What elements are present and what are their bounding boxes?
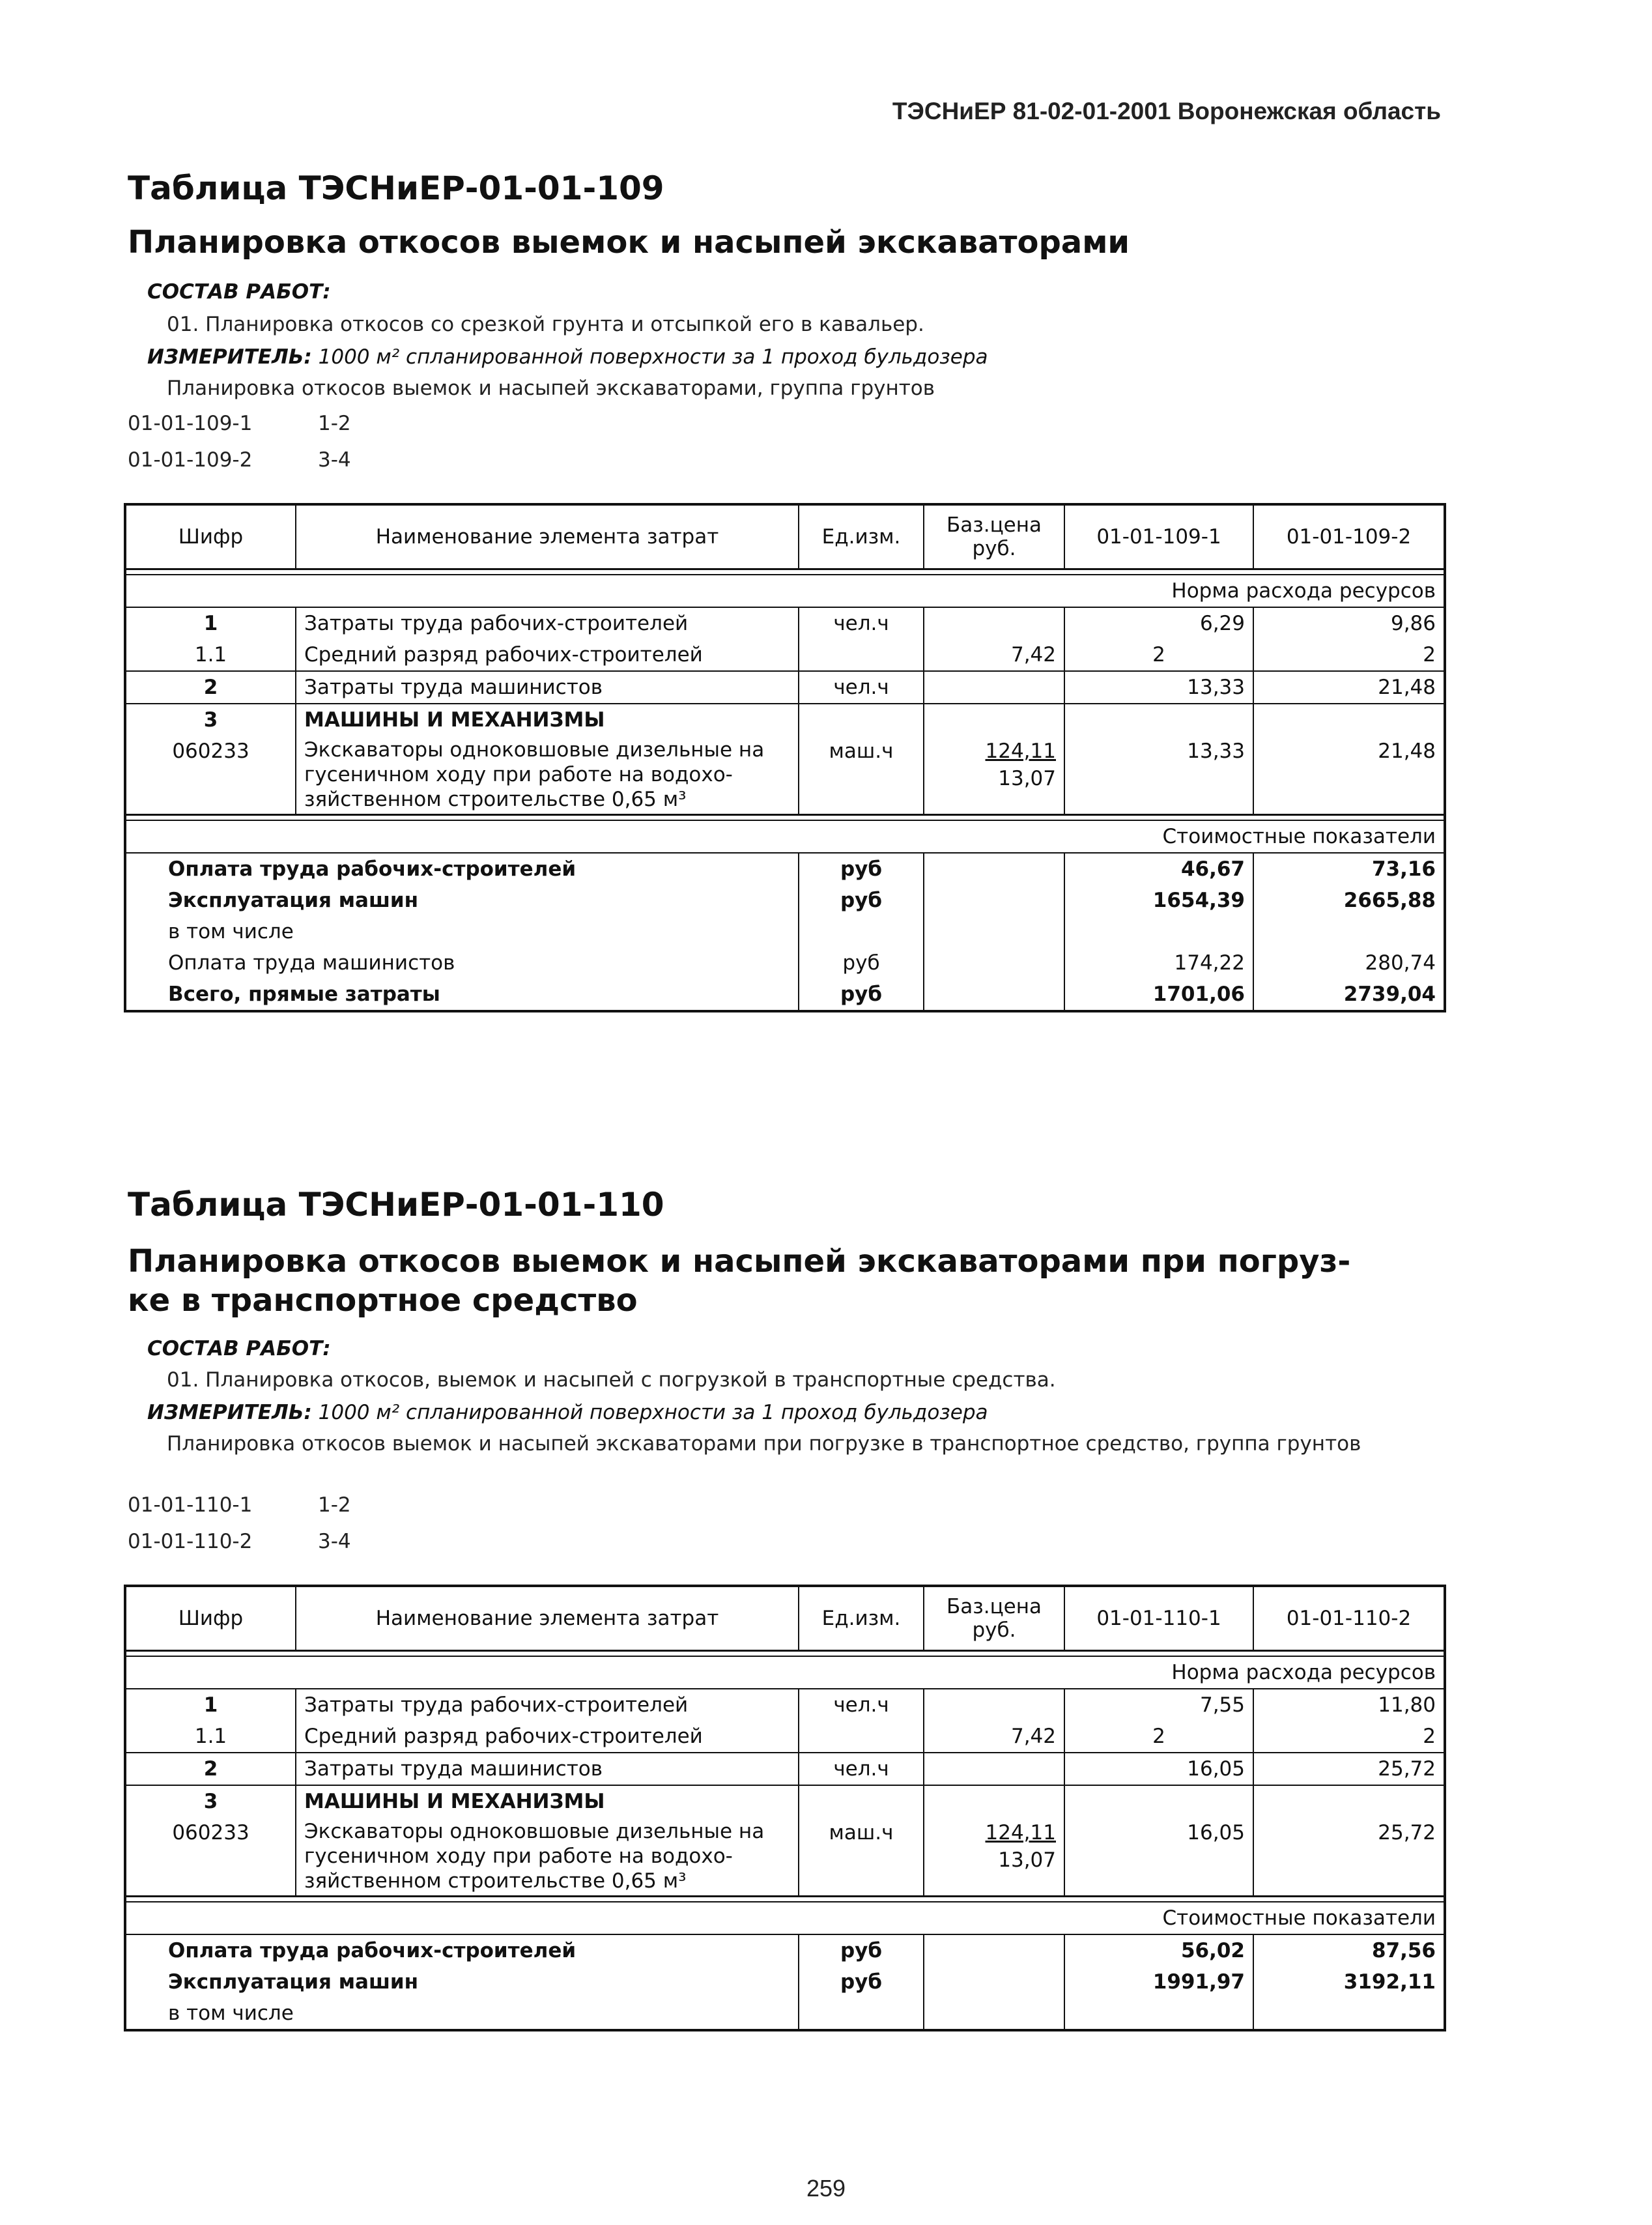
price-denominator: 13,07 <box>998 1848 1056 1872</box>
row-unit: чел.ч <box>799 1753 924 1785</box>
norm-heading: Норма расхода ресурсов <box>125 575 1445 607</box>
col-price-header: Баз.цена руб. <box>924 504 1064 569</box>
row-code: 2 <box>125 1753 296 1785</box>
row-unit <box>799 1785 924 1817</box>
cost-v2 <box>1253 916 1445 947</box>
cost-row <box>125 1998 1445 2030</box>
page-number: 259 <box>806 2175 846 2202</box>
cost-v1 <box>1064 1998 1253 2030</box>
description-110: Планировка откосов выемок и насыпей экскаваторами при погрузке в транспортное средство, группа грунтов <box>167 1432 1361 1456</box>
cost-price <box>924 853 1064 885</box>
cost-price <box>924 1934 1064 1966</box>
row-name: МАШИНЫ И МЕХАНИЗМЫ <box>296 1785 799 1817</box>
cost-v2: 3192,11 <box>1253 1966 1445 1998</box>
cost-name: Оплата труда машинистов <box>168 951 455 975</box>
table-row <box>125 736 1445 815</box>
col-name-header: Наименование элемента затрат <box>296 504 799 569</box>
row-code: 1 <box>125 607 296 639</box>
cost-v1: 1654,39 <box>1064 885 1253 916</box>
row-name: МАШИНЫ И МЕХАНИЗМЫ <box>296 704 799 736</box>
table-row <box>125 704 1445 736</box>
row-name: Экскаваторы одноковшовые дизельные на гусеничном ходу при работе на водохо-зяйственном строительстве 0,65 м³ <box>296 1817 799 1897</box>
cost-row <box>125 1966 1445 1998</box>
cost-unit: руб <box>799 1966 924 1998</box>
row-v2: 11,80 <box>1253 1689 1445 1721</box>
cost-price <box>924 979 1064 1011</box>
row-code: 2 <box>125 671 296 704</box>
cost-name: Всего, прямые затраты <box>168 983 440 1006</box>
row-v2 <box>1253 704 1445 736</box>
norm-heading-row <box>125 575 1445 607</box>
spacer-row <box>125 569 1445 575</box>
cost-heading-row <box>125 820 1445 853</box>
cost-v1 <box>1064 916 1253 947</box>
cost-unit <box>799 1998 924 2030</box>
price-numerator: 124,11 <box>985 739 1056 763</box>
running-header: ТЭСНиЕР 81-02-01-2001 Воронежская область <box>892 98 1441 124</box>
table-row <box>125 1785 1445 1817</box>
table-subtitle-110-line2: ке в транспортное средство <box>128 1282 638 1319</box>
row-v1: 13,33 <box>1064 736 1253 815</box>
row-unit: чел.ч <box>799 607 924 639</box>
cost-v2: 280,74 <box>1253 947 1445 979</box>
col-code-header: Шифр <box>178 525 244 549</box>
row-code: 1.1 <box>194 1725 227 1748</box>
col-unit-header: Ед.изм. <box>799 504 924 569</box>
col-price-header: Баз.цена руб. <box>924 1586 1064 1651</box>
row-unit <box>799 1721 924 1753</box>
row-price <box>924 607 1064 639</box>
cost-v2: 2665,88 <box>1253 885 1445 916</box>
row-name: Средний разряд рабочих-строителей <box>296 639 799 671</box>
composition-label-109: СОСТАВ РАБОТ: <box>147 280 331 304</box>
cost-price <box>924 947 1064 979</box>
row-v1: 2 <box>1064 1721 1253 1753</box>
row-code: 3 <box>125 704 296 736</box>
cost-heading-row <box>125 1902 1445 1934</box>
cost-unit: руб <box>799 853 924 885</box>
resource-table-110 <box>124 1585 1446 2031</box>
row-unit: чел.ч <box>799 671 924 704</box>
cost-v2: 73,16 <box>1253 853 1445 885</box>
variant-row <box>128 412 351 435</box>
row-v2: 25,72 <box>1253 1753 1445 1785</box>
spacer-row <box>125 815 1445 821</box>
row-unit <box>799 704 924 736</box>
table-row <box>125 1721 1445 1753</box>
row-name: Затраты труда машинистов <box>296 671 799 704</box>
cost-heading: Стоимостные показатели <box>125 1902 1445 1934</box>
variant-code: 01-01-110-2 <box>128 1530 253 1553</box>
meter-line-109 <box>147 345 988 369</box>
row-price <box>924 671 1064 704</box>
cost-v1: 1701,06 <box>1064 979 1253 1011</box>
cost-unit: руб <box>799 979 924 1011</box>
row-v2: 21,48 <box>1253 671 1445 704</box>
row-v1: 13,33 <box>1064 671 1253 704</box>
cost-price <box>924 885 1064 916</box>
cost-v2: 2739,04 <box>1253 979 1445 1011</box>
row-code: 1.1 <box>194 643 227 667</box>
row-price: 7,42 <box>924 1721 1064 1753</box>
row-price <box>924 1785 1064 1817</box>
cost-v1: 56,02 <box>1064 1934 1253 1966</box>
cost-name: в том числе <box>168 2002 294 2025</box>
cost-row <box>125 916 1445 947</box>
row-price <box>924 704 1064 736</box>
composition-item-110: 01. Планировка откосов, выемок и насыпей с погрузкой в транспортные средства. <box>167 1368 1056 1392</box>
col-name-header: Наименование элемента затрат <box>296 1586 799 1651</box>
row-v1: 16,05 <box>1064 1753 1253 1785</box>
cost-unit: руб <box>799 885 924 916</box>
row-price <box>924 1817 1064 1897</box>
cost-price <box>924 916 1064 947</box>
row-unit <box>799 639 924 671</box>
col-v1-header: 01-01-110-1 <box>1064 1586 1253 1651</box>
variant-group: 3-4 <box>318 1530 351 1553</box>
row-v1: 16,05 <box>1064 1817 1253 1897</box>
cost-v1: 1991,97 <box>1064 1966 1253 1998</box>
table-row <box>125 1753 1445 1785</box>
description-109: Планировка откосов выемок и насыпей экскаваторами, группа грунтов <box>167 377 935 400</box>
meter-line-110 <box>147 1401 988 1424</box>
col-unit-header: Ед.изм. <box>799 1586 924 1651</box>
row-name: Средний разряд рабочих-строителей <box>296 1721 799 1753</box>
table-title-110: Таблица ТЭСНиЕР-01-01-110 <box>128 1186 664 1224</box>
col-v1-header: 01-01-109-1 <box>1064 504 1253 569</box>
col-v2-header: 01-01-110-2 <box>1253 1586 1445 1651</box>
variant-group: 1-2 <box>318 1493 351 1517</box>
row-unit: чел.ч <box>799 1689 924 1721</box>
variant-code: 01-01-109-2 <box>128 448 253 472</box>
variant-row <box>128 448 351 472</box>
cost-name: Эксплуатация машин <box>168 1970 419 1994</box>
variant-row <box>128 1493 351 1517</box>
table-title-109: Таблица ТЭСНиЕР-01-01-109 <box>128 169 664 207</box>
meter-label-109: ИЗМЕРИТЕЛЬ: <box>147 345 312 369</box>
cost-price <box>924 1966 1064 1998</box>
cost-v2 <box>1253 1998 1445 2030</box>
variant-row <box>128 1530 351 1553</box>
table-row <box>125 1689 1445 1721</box>
cost-heading: Стоимостные показатели <box>125 820 1445 853</box>
variant-code: 01-01-109-1 <box>128 412 253 435</box>
row-v1 <box>1064 704 1253 736</box>
row-code: 3 <box>125 1785 296 1817</box>
row-unit: маш.ч <box>799 1817 924 1897</box>
row-unit: маш.ч <box>799 736 924 815</box>
cost-unit <box>799 916 924 947</box>
cost-row <box>125 853 1445 885</box>
table-header-row <box>125 1586 1445 1651</box>
col-code-header: Шифр <box>178 1607 244 1630</box>
table-subtitle-110-line1: Планировка откосов выемок и насыпей экскаваторами при погруз- <box>128 1243 1351 1280</box>
row-v2: 2 <box>1253 1721 1445 1753</box>
cost-name: Оплата труда рабочих-строителей <box>125 853 799 885</box>
row-v2: 9,86 <box>1253 607 1445 639</box>
price-numerator: 124,11 <box>985 1821 1056 1845</box>
row-v1: 6,29 <box>1064 607 1253 639</box>
cost-name: в том числе <box>168 920 294 943</box>
cost-unit: руб <box>799 1934 924 1966</box>
row-v2: 25,72 <box>1253 1817 1445 1897</box>
row-v1 <box>1064 1785 1253 1817</box>
price-denominator: 13,07 <box>998 767 1056 790</box>
row-name: Экскаваторы одноковшовые дизельные на гусеничном ходу при работе на водохо-зяйственном строительстве 0,65 м³ <box>296 736 799 815</box>
cost-name: Эксплуатация машин <box>168 889 419 912</box>
row-code: 060233 <box>172 739 249 763</box>
meter-text-110: 1000 м² спланированной поверхности за 1 проход бульдозера <box>318 1401 988 1424</box>
row-name: Затраты труда рабочих-строителей <box>296 1689 799 1721</box>
cost-v1: 46,67 <box>1064 853 1253 885</box>
cost-row <box>125 1934 1445 1966</box>
row-code: 1 <box>125 1689 296 1721</box>
cost-row <box>125 885 1445 916</box>
row-v1: 2 <box>1064 639 1253 671</box>
row-price <box>924 1689 1064 1721</box>
spacer-row <box>125 1897 1445 1902</box>
row-price: 7,42 <box>924 639 1064 671</box>
variant-group: 1-2 <box>318 412 351 435</box>
col-v2-header: 01-01-109-2 <box>1253 504 1445 569</box>
cost-v1: 174,22 <box>1064 947 1253 979</box>
variant-group: 3-4 <box>318 448 351 472</box>
row-name: Затраты труда рабочих-строителей <box>296 607 799 639</box>
cost-price <box>924 1998 1064 2030</box>
cost-name: Оплата труда рабочих-строителей <box>125 1934 799 1966</box>
cost-unit: руб <box>799 947 924 979</box>
row-price <box>924 1753 1064 1785</box>
table-subtitle-109: Планировка откосов выемок и насыпей экскаваторами <box>128 224 1130 261</box>
resource-table-109 <box>124 503 1446 1012</box>
table-row <box>125 671 1445 704</box>
table-header-row <box>125 504 1445 569</box>
row-price <box>924 736 1064 815</box>
table-row <box>125 607 1445 639</box>
meter-text-109: 1000 м² спланированной поверхности за 1 проход бульдозера <box>318 345 988 369</box>
row-code: 060233 <box>172 1821 249 1845</box>
row-v2: 2 <box>1253 639 1445 671</box>
variant-code: 01-01-110-1 <box>128 1493 253 1517</box>
row-v2 <box>1253 1785 1445 1817</box>
table-row <box>125 1817 1445 1897</box>
spacer-row <box>125 1651 1445 1657</box>
row-name: Затраты труда машинистов <box>296 1753 799 1785</box>
norm-heading: Норма расхода ресурсов <box>125 1656 1445 1689</box>
composition-label-110: СОСТАВ РАБОТ: <box>147 1337 331 1360</box>
table-row <box>125 639 1445 671</box>
meter-label-110: ИЗМЕРИТЕЛЬ: <box>147 1401 312 1424</box>
cost-v2: 87,56 <box>1253 1934 1445 1966</box>
row-v1: 7,55 <box>1064 1689 1253 1721</box>
cost-row <box>125 947 1445 979</box>
norm-heading-row <box>125 1656 1445 1689</box>
cost-row <box>125 979 1445 1011</box>
row-v2: 21,48 <box>1253 736 1445 815</box>
composition-item-109: 01. Планировка откосов со срезкой грунта и отсыпкой его в кавальер. <box>167 313 924 336</box>
